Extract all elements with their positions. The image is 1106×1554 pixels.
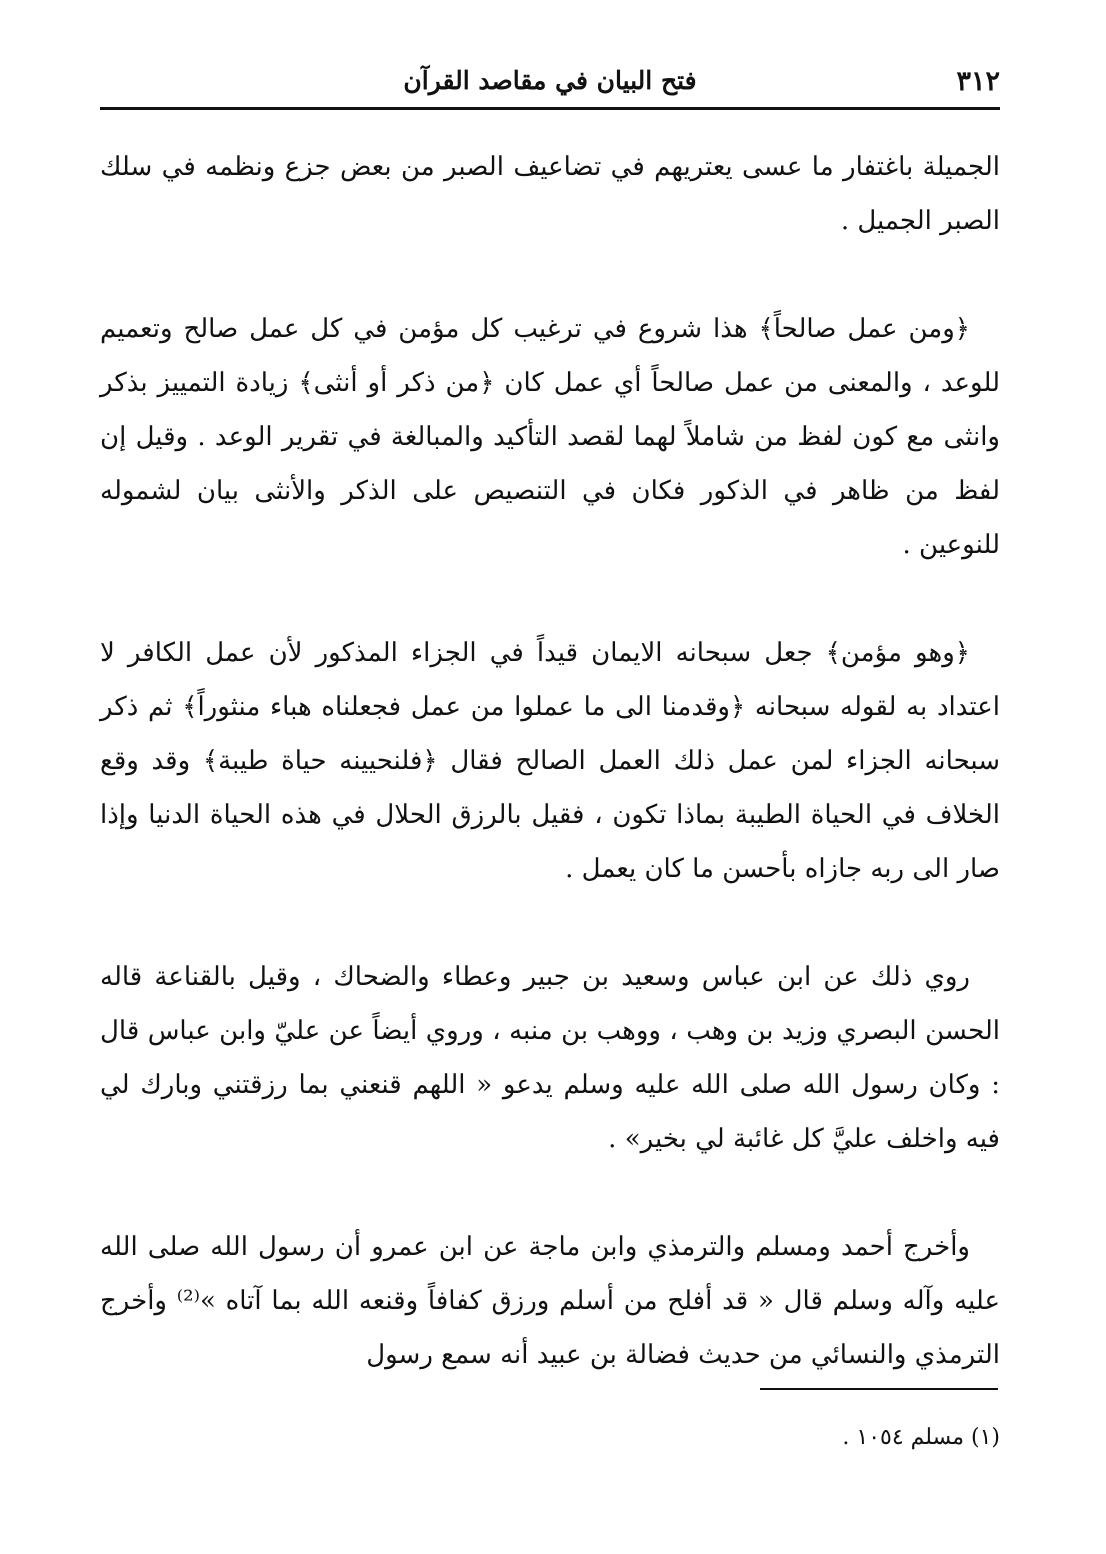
- running-title: فتح البيان في مقاصد القرآن: [403, 66, 697, 95]
- footnote: (١) مسلم ١٠٥٤ .: [842, 1425, 1000, 1450]
- header-rule: [100, 107, 1000, 110]
- paragraph-4: روي ذلك عن ابن عباس وسعيد بن جبير وعطاء والضحاك ، وقيل بالقناعة قاله الحسن البصري وزيد بن وهب ، ووهب بن منبه ، وروي أيضاً عن عليّ وابن عباس قال : وكان رسول الله صلى الله عليه وسلم يدعو « اللهم قنعني بما رزقتني وبارك لي فيه واخلف عليَّ كل غائبة لي بخير» .: [100, 962, 1000, 1154]
- paragraph-2: ﴿ومن عمل صالحاً﴾ هذا شروع في ترغيب كل مؤمن في كل عمل صالح وتعميم للوعد ، والمعنى من عمل صالحاً أي عمل كان ﴿من ذكر أو أنثى﴾ زيادة التمييز بذكر وانثى مع كون لفظ من شاملاً لهما لقصد التأكيد والمبالغة في تقرير الوعد . وقيل إن لفظ من ظاهر في الذكور فكان في التنصيص على الذكر والأنثى بيان لشموله للنوعين .: [100, 314, 1000, 560]
- paragraph-3: ﴿وهو مؤمن﴾ جعل سبحانه الايمان قيداً في الجزاء المذكور لأن عمل الكافر لا اعتداد به لقوله سبحانه ﴿وقدمنا الى ما عملوا من عمل فجعلناه هباء منثوراً﴾ ثم ذكر سبحانه الجزاء لمن عمل ذلك العمل الصالح فقال ﴿فلنحيينه حياة طيبة﴾ وقد وقع الخلاف في الحياة الطيبة بماذا تكون ، فقيل بالرزق الحلال في هذه الحياة الدنيا وإذا صار الى ربه جازاه بأحسن ما كان يعمل .: [100, 638, 1000, 884]
- page-header: [100, 62, 1000, 104]
- body-text: [100, 140, 1000, 1436]
- paragraph-1: الجميلة باغتفار ما عسى يعتريهم في تضاعيف الصبر من بعض جزع ونظمه في سلك الصبر الجميل .: [100, 152, 1000, 236]
- paragraph-5: وأخرج أحمد ومسلم والترمذي وابن ماجة عن ابن عمرو أن رسول الله صلى الله عليه وآله وسلم قال « قد أفلح من أسلم ورزق كفافاً وقنعه الله بما آتاه »⁽²⁾ وأخرج الترمذي والنسائي من حديث فضالة بن عبيد أنه سمع رسول: [100, 1232, 1000, 1370]
- page-number: ٣١٢: [956, 66, 1000, 97]
- footnote-rule: [760, 1388, 998, 1390]
